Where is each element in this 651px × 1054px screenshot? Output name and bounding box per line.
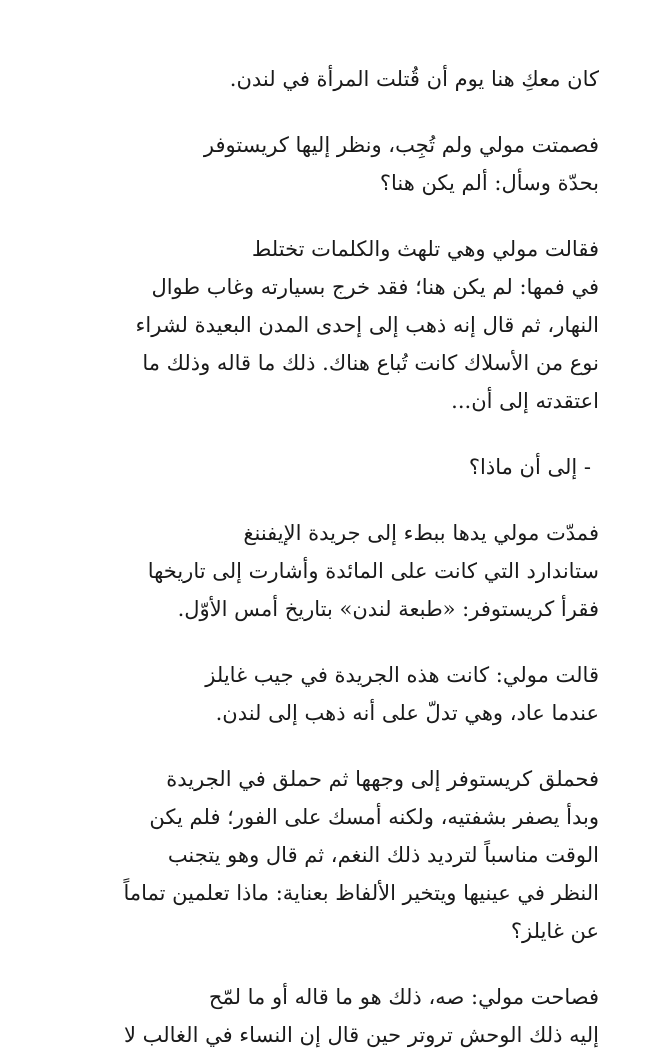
text-line: وبدأ يصفر بشفتيه، ولكنه أمسك على الفور؛ فلم يكن <box>149 805 599 829</box>
text-line: النهار، ثم قال إنه ذهب إلى إحدى المدن البعيدة لشراء <box>135 313 599 337</box>
paragraph-5 <box>44 514 599 628</box>
text-line: في فمها: لم يكن هنا؛ فقد خرج بسيارته وغاب طوال <box>151 275 599 299</box>
paragraph-8 <box>44 978 599 1054</box>
text-line: عن غايلز؟ <box>510 919 599 943</box>
text-line: عندما عاد، وهي تدلّ على أنه ذهب إلى لندن. <box>215 701 599 725</box>
text-line: النظر في عينيها ويتخير الألفاظ بعناية: ماذا تعلمين تماماً <box>123 881 599 905</box>
text-line: الوقت مناسباً لترديد ذلك النغم، ثم قال وهو يتجنب <box>167 843 599 867</box>
text-line: بحدّة وسأل: ألم يكن هنا؟ <box>379 171 599 195</box>
text-line: إليه ذلك الوحش تروتر حين قال إن النساء في الغالب لا <box>123 1023 599 1047</box>
paragraph-2 <box>44 126 599 202</box>
text-line: قالت مولي: كانت هذه الجريدة في جيب غايلز <box>205 663 599 687</box>
text-line: فصاحت مولي: صه، ذلك هو ما قاله أو ما لمّح <box>208 985 599 1009</box>
text-line: ستاندارد التي كانت على المائدة وأشارت إلى تاريخها <box>147 559 599 583</box>
text-line: اعتقدته إلى أن... <box>451 389 599 413</box>
text-line: فحملق كريستوفر إلى وجهها ثم حملق في الجريدة <box>166 767 599 791</box>
text-line: فمدّت مولي يدها ببطء إلى جريدة الإيفننغ <box>243 521 599 545</box>
text-line: نوع من الأسلاك كانت تُباع هناك. ذلك ما قاله وذلك ما <box>142 351 599 375</box>
text-line: فصمتت مولي ولم تُجِب، ونظر إليها كريستوفر <box>203 133 599 157</box>
paragraph-3 <box>44 230 599 420</box>
paragraph-6 <box>44 656 599 732</box>
text-line: فقرأ كريستوفر: «طبعة لندن» بتاريخ أمس الأوّل. <box>177 597 599 621</box>
paragraph-1 <box>44 60 599 98</box>
text-line: فقالت مولي وهي تلهث والكلمات تختلط <box>251 237 599 261</box>
paragraph-7 <box>44 760 599 950</box>
paragraph-4 <box>44 448 599 486</box>
text-line: كان معكِ هنا يوم أن قُتلت المرأة في لندن. <box>229 67 599 91</box>
text-line: - إلى أن ماذا؟ <box>468 455 591 479</box>
